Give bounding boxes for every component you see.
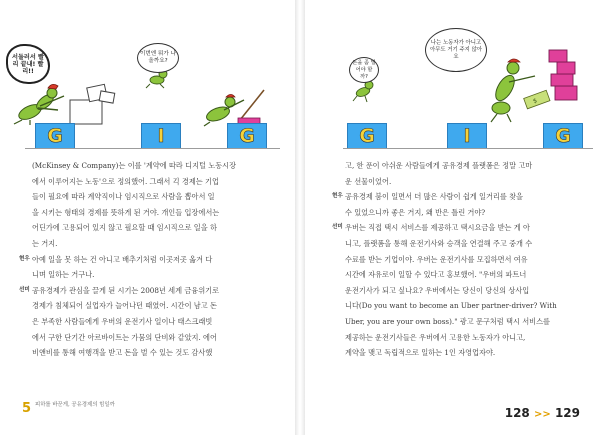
line-text: 비앤비를 통해 여행객을 받고 돈을 벌 수 있는 것도 감사했: [32, 348, 213, 358]
book-gutter: [295, 0, 305, 435]
text-line: [345, 174, 577, 190]
gig-header: [343, 123, 593, 149]
text-line: [345, 267, 577, 283]
line-text: 는 거지.: [32, 238, 58, 248]
text-line: [345, 205, 577, 221]
line-text: 들이 필요에 따라 계약직이나 임시직으로 사람을 뽑아서 일: [32, 192, 215, 202]
text-line: [32, 330, 268, 346]
page-number-footer: [505, 402, 580, 421]
line-text: 계약을 맺고 독립적으로 일하는 1인 자영업자야.: [345, 348, 496, 358]
chapter-number: 5: [22, 401, 32, 416]
text-line: [345, 298, 577, 314]
body-text: [332, 158, 577, 361]
gig-block-g: [347, 123, 387, 149]
text-line: [32, 314, 268, 330]
gig-letter: I: [157, 125, 165, 147]
line-text: 시간에 자유로이 일할 수 있다고 홍보했어. "우버의 파트너: [345, 270, 527, 280]
text-line: [345, 236, 577, 252]
page-number-left: 128: [504, 406, 530, 420]
text-line: [32, 345, 268, 361]
line-text: Uber, you are your own boss)." 광고 문구처럼 택시 서비스를: [345, 316, 550, 326]
gig-letter: G: [555, 125, 571, 147]
gig-block-g2: [543, 123, 583, 149]
text-line: [32, 220, 268, 236]
line-text: 에서 이루어지는 노동'으로 정의했어. 그래서 긱 경제는 기업: [32, 176, 219, 186]
page-numbers: [505, 406, 580, 420]
line-text: 은 부족한 사람들에게 우버의 운전기사 일이나 태스크래빗: [32, 316, 213, 326]
line-text: 우버는 직접 택시 서비스를 제공하고 택시요금을 받는 게 아: [345, 223, 530, 233]
line-text: 을 시키는 형태의 경제를 뜻하게 된 거야. 개인들 입장에서는: [32, 207, 220, 217]
gig-letter: G: [359, 125, 375, 147]
text-line: [332, 220, 577, 236]
svg-text:$: $: [532, 97, 539, 106]
line-text: 에서 구한 단기간 아르바이트는 가뭄의 단비와 같았지. 에어: [32, 332, 217, 342]
line-text: 니고, 플랫폼을 통해 운전기사와 승객을 연결해 주고 중개 수: [345, 238, 533, 248]
line-text: 운전기사가 되고 싶나요? 우버에서는 당신이 당신의 상사입: [345, 285, 530, 295]
text-line: [345, 252, 577, 268]
gig-block-g: [35, 123, 75, 149]
line-text: 어딘가에 고용되어 있지 않고 필요할 때 임시직으로 일을 하: [32, 223, 217, 233]
page-number-right: 129: [554, 406, 580, 420]
gig-block-g2: [227, 123, 267, 149]
text-line: [332, 189, 577, 205]
speaker-tag: 현우: [19, 255, 30, 262]
speaker-tag: 현우: [332, 193, 343, 200]
text-line: [32, 267, 268, 283]
line-text: 경제가 침체되어 실업자가 늘어나던 때였어. 시간이 남고 돈: [32, 301, 217, 311]
line-text: 니다(Do you want to become an Uber partner-driver? With: [345, 301, 557, 311]
right-page: [305, 0, 600, 435]
chapter-title: 피하를 바꾼게, 공유경제의 힘일까: [35, 402, 115, 408]
text-line: [345, 345, 577, 361]
gig-block-i: [447, 123, 487, 149]
text-line: [19, 252, 268, 268]
line-text: 공유경제가 관심을 끌게 된 시기는 2008년 세계 금융위기로: [32, 285, 220, 295]
speaker-tag: 선미: [332, 224, 343, 231]
line-text: 아예 일을 못 하는 건 아니고 배추기처럼 이곳저곳 옮겨 다: [32, 254, 213, 264]
left-page: [0, 0, 295, 435]
line-text: 수 있었으니까 좋은 거지, 왜 반은 틀린 거야?: [345, 207, 486, 217]
speech-bubble: 돈을 좀 벌어야 할까?: [349, 57, 379, 83]
line-text: 제공하는 운전기사들은 우버에서 고용한 노동자가 아니고,: [345, 332, 526, 342]
page-arrow: >>: [533, 409, 551, 420]
gig-letter: I: [463, 125, 471, 147]
text-line: [32, 236, 268, 252]
text-line: [32, 298, 268, 314]
ground-line: [343, 148, 593, 149]
text-line: [32, 158, 268, 174]
text-line: [345, 314, 577, 330]
speech-bubble-long: 나는 노동자가 아니고 아무도 거기 주지 않아요: [425, 28, 487, 72]
ground-line: [25, 148, 280, 149]
line-text: (McKinsey & Company)는 이를 '계약에 따라 디지털 노동시장: [32, 161, 237, 170]
gig-letter: G: [47, 125, 63, 147]
text-line: [345, 330, 577, 346]
body-text: [19, 158, 268, 361]
text-line: [19, 283, 268, 299]
gig-header: [25, 123, 280, 149]
text-line: [32, 174, 268, 190]
speaker-tag: 선미: [19, 286, 30, 293]
text-line: [32, 205, 268, 221]
line-text: 공유경제 붐이 일면서 더 많은 사람이 쉽게 일거리를 찾을: [345, 192, 523, 202]
text-line: [32, 189, 268, 205]
speech-bubble: 이번엔 뭐가 나올까요?: [137, 43, 179, 73]
line-text: 수료를 받는 기업이야. 우버는 운전기사를 모집하면서 여유: [345, 254, 528, 264]
gig-letter: G: [239, 125, 255, 147]
text-line: [345, 158, 577, 174]
line-text: 고, 한 푼이 아쉬운 사람들에게 공유경제 플랫폼은 정말 고마: [345, 161, 533, 170]
loud-speech-bubble: 서둘러서 빨리 끝내! 빨리!!: [6, 44, 50, 84]
line-text: 니며 일하는 거구나.: [32, 270, 95, 280]
text-line: [345, 283, 577, 299]
line-text: 운 선물이었어.: [345, 176, 392, 186]
gig-block-i: [141, 123, 181, 149]
